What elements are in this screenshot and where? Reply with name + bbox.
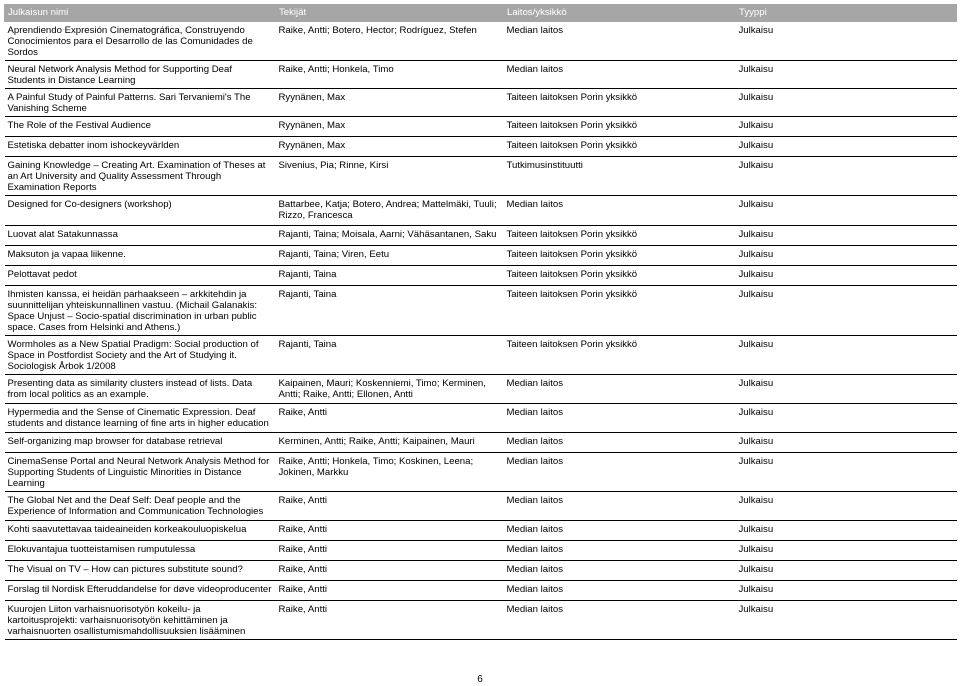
table-row	[5, 492, 957, 521]
cell-authors: Raike, Antti	[276, 581, 504, 601]
cell-type: Julkaisu	[736, 266, 957, 286]
cell-type: Julkaisu	[736, 157, 957, 196]
cell-department: Median laitos	[504, 521, 736, 541]
cell-title: A Painful Study of Painful Patterns. Sari Tervaniemi's The Vanishing Scheme	[5, 89, 276, 117]
cell-title: Hypermedia and the Sense of Cinematic Expression. Deaf students and distance learning of fine arts in higher education	[5, 404, 276, 433]
cell-type: Julkaisu	[736, 89, 957, 117]
cell-type: Julkaisu	[736, 117, 957, 137]
cell-department: Median laitos	[504, 375, 736, 404]
cell-title: Forslag til Nordisk Efteruddandelse for døve videoproducenter	[5, 581, 276, 601]
cell-department: Tutkimusinstituutti	[504, 157, 736, 196]
table-row	[5, 561, 957, 581]
cell-authors: Raike, Antti	[276, 521, 504, 541]
cell-title: Elokuvantajua tuotteistamisen rumputulessa	[5, 541, 276, 561]
cell-type: Julkaisu	[736, 286, 957, 336]
cell-type: Julkaisu	[736, 601, 957, 640]
header-laitos-yksikko: Laitos/yksikkö	[504, 5, 736, 22]
cell-department: Median laitos	[504, 581, 736, 601]
cell-title: Ihmisten kanssa, ei heidän parhaakseen – arkkitehdin ja suunnittelijan yhteiskunnallinen vastuu. (Michail Galanakis: Space Unjust – Socio-spatial discrimination in urban public space. Cases from Helsinki and Athens.)	[5, 286, 276, 336]
cell-title: Wormholes as a New Spatial Pradigm: Social production of Space in Postfordist Society and the Art of Studying it. Sociologisk Årbok 1/2008	[5, 336, 276, 375]
cell-type: Julkaisu	[736, 137, 957, 157]
cell-title: Kuurojen Liiton varhaisnuorisotyön kokeilu- ja kartoitusprojekti: varhaisnuorisotyön kehittäminen ja varhaisnuorten osallistumismahdollisuuksien lisääminen	[5, 601, 276, 640]
cell-department: Taiteen laitoksen Porin yksikkö	[504, 89, 736, 117]
cell-title: The Global Net and the Deaf Self: Deaf people and the Experience of Information and Communication Technologies	[5, 492, 276, 521]
cell-title: The Visual on TV – How can pictures substitute sound?	[5, 561, 276, 581]
table-row	[5, 404, 957, 433]
table-row	[5, 601, 957, 640]
table-row	[5, 61, 957, 89]
cell-title: Gaining Knowledge – Creating Art. Examination of Theses at an Art University and Quality Assessment Through Examination Reports	[5, 157, 276, 196]
cell-authors: Ryynänen, Max	[276, 137, 504, 157]
cell-department: Taiteen laitoksen Porin yksikkö	[504, 226, 736, 246]
page-number: 6	[477, 674, 483, 685]
cell-type: Julkaisu	[736, 404, 957, 433]
cell-department: Median laitos	[504, 196, 736, 226]
cell-type: Julkaisu	[736, 433, 957, 453]
cell-title: Neural Network Analysis Method for Supporting Deaf Students in Distance Learning	[5, 61, 276, 89]
table-row	[5, 336, 957, 375]
cell-type: Julkaisu	[736, 492, 957, 521]
table-row	[5, 581, 957, 601]
cell-title: Self-organizing map browser for database retrieval	[5, 433, 276, 453]
table-row	[5, 286, 957, 336]
cell-type: Julkaisu	[736, 22, 957, 61]
cell-department: Taiteen laitoksen Porin yksikkö	[504, 117, 736, 137]
cell-department: Median laitos	[504, 541, 736, 561]
cell-authors: Raike, Antti	[276, 601, 504, 640]
cell-department: Median laitos	[504, 22, 736, 61]
cell-title: Estetiska debatter inom ishockeyvärlden	[5, 137, 276, 157]
cell-type: Julkaisu	[736, 521, 957, 541]
cell-authors: Raike, Antti; Honkela, Timo; Koskinen, Leena; Jokinen, Markku	[276, 453, 504, 492]
cell-authors: Ryynänen, Max	[276, 117, 504, 137]
table-row	[5, 375, 957, 404]
cell-title: Maksuton ja vapaa liikenne.	[5, 246, 276, 266]
cell-authors: Raike, Antti	[276, 561, 504, 581]
cell-type: Julkaisu	[736, 61, 957, 89]
cell-department: Taiteen laitoksen Porin yksikkö	[504, 286, 736, 336]
cell-authors: Rajanti, Taina; Viren, Eetu	[276, 246, 504, 266]
cell-type: Julkaisu	[736, 336, 957, 375]
cell-authors: Battarbee, Katja; Botero, Andrea; Mattelmäki, Tuuli; Rizzo, Francesca	[276, 196, 504, 226]
cell-type: Julkaisu	[736, 561, 957, 581]
cell-department: Taiteen laitoksen Porin yksikkö	[504, 266, 736, 286]
cell-department: Median laitos	[504, 601, 736, 640]
cell-title: Pelottavat pedot	[5, 266, 276, 286]
cell-title: Designed for Co-designers (workshop)	[5, 196, 276, 226]
table-header-row	[5, 5, 957, 22]
header-tyyppi: Tyyppi	[736, 5, 957, 22]
table-row	[5, 541, 957, 561]
cell-title: Kohti saavutettavaa taideaineiden korkeakouluopiskelua	[5, 521, 276, 541]
cell-department: Median laitos	[504, 433, 736, 453]
table-row	[5, 137, 957, 157]
cell-authors: Kaipainen, Mauri; Koskenniemi, Timo; Kerminen, Antti; Raike, Antti; Ellonen, Antti	[276, 375, 504, 404]
cell-authors: Ryynänen, Max	[276, 89, 504, 117]
cell-type: Julkaisu	[736, 453, 957, 492]
cell-authors: Rajanti, Taina; Moisala, Aarni; Vähäsantanen, Saku	[276, 226, 504, 246]
cell-type: Julkaisu	[736, 226, 957, 246]
cell-authors: Rajanti, Taina	[276, 336, 504, 375]
cell-authors: Raike, Antti; Botero, Hector; Rodríguez, Stefen	[276, 22, 504, 61]
table-row	[5, 453, 957, 492]
cell-type: Julkaisu	[736, 581, 957, 601]
cell-department: Median laitos	[504, 561, 736, 581]
cell-title: Aprendiendo Expresión Cinematográfica, Construyendo Conocimientos para el Desarrollo de las Comunidades de Sordos	[5, 22, 276, 61]
cell-type: Julkaisu	[736, 196, 957, 226]
cell-department: Median laitos	[504, 404, 736, 433]
table-row	[5, 433, 957, 453]
cell-type: Julkaisu	[736, 375, 957, 404]
cell-authors: Raike, Antti	[276, 404, 504, 433]
table-row	[5, 196, 957, 226]
cell-title: Presenting data as similarity clusters instead of lists. Data from local politics as an example.	[5, 375, 276, 404]
header-julkaisun-nimi: Julkaisun nimi	[5, 5, 276, 22]
table-row	[5, 89, 957, 117]
cell-title: Luovat alat Satakunnassa	[5, 226, 276, 246]
table-row	[5, 117, 957, 137]
cell-title: CinemaSense Portal and Neural Network Analysis Method for Supporting Students of Linguistic Minorities in Distance Learning	[5, 453, 276, 492]
cell-authors: Rajanti, Taina	[276, 286, 504, 336]
cell-department: Taiteen laitoksen Porin yksikkö	[504, 246, 736, 266]
header-tekijat: Tekijät	[276, 5, 504, 22]
cell-authors: Raike, Antti	[276, 541, 504, 561]
cell-department: Median laitos	[504, 453, 736, 492]
cell-authors: Raike, Antti; Honkela, Timo	[276, 61, 504, 89]
cell-department: Median laitos	[504, 61, 736, 89]
cell-type: Julkaisu	[736, 246, 957, 266]
table-row	[5, 266, 957, 286]
cell-title: The Role of the Festival Audience	[5, 117, 276, 137]
publications-table	[4, 4, 957, 640]
table-row	[5, 246, 957, 266]
table-row	[5, 226, 957, 246]
table-row	[5, 521, 957, 541]
cell-authors: Sivenius, Pia; Rinne, Kirsi	[276, 157, 504, 196]
table-body	[5, 22, 957, 640]
cell-department: Taiteen laitoksen Porin yksikkö	[504, 336, 736, 375]
cell-authors: Raike, Antti	[276, 492, 504, 521]
cell-department: Median laitos	[504, 492, 736, 521]
table-row	[5, 157, 957, 196]
cell-authors: Kerminen, Antti; Raike, Antti; Kaipainen, Mauri	[276, 433, 504, 453]
cell-department: Taiteen laitoksen Porin yksikkö	[504, 137, 736, 157]
cell-authors: Rajanti, Taina	[276, 266, 504, 286]
cell-type: Julkaisu	[736, 541, 957, 561]
table-row	[5, 22, 957, 61]
